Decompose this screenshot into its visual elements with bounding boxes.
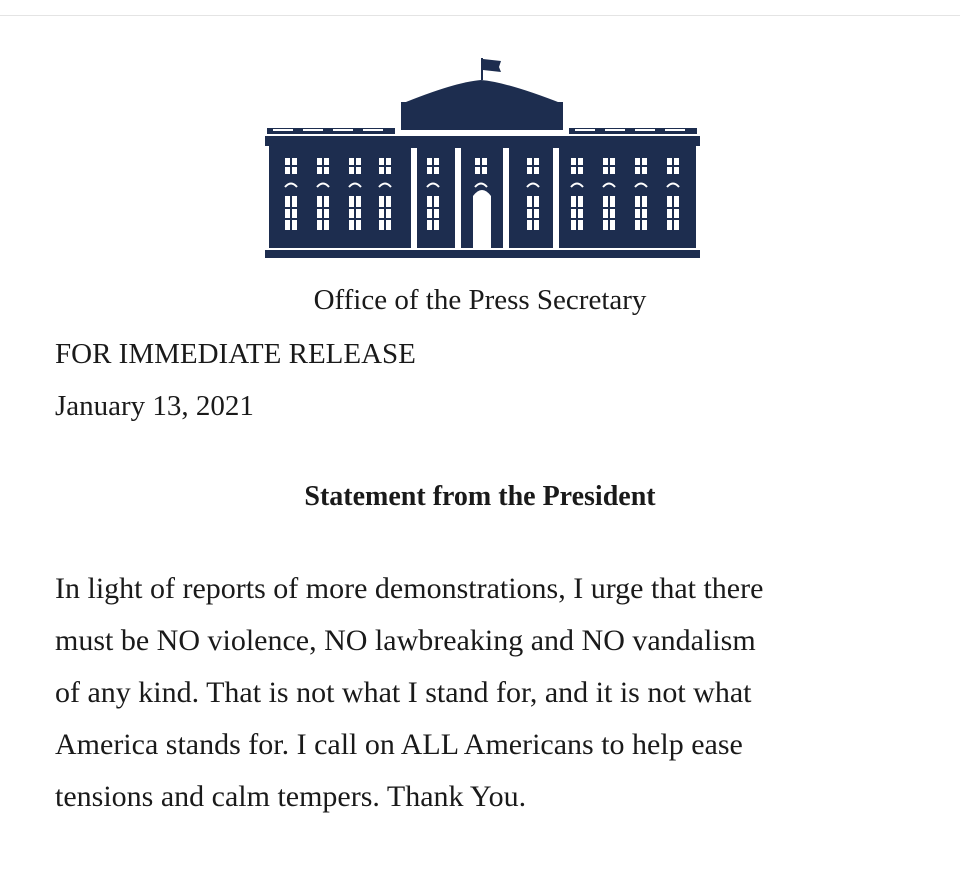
statement-body bbox=[55, 563, 915, 823]
white-house-icon bbox=[265, 56, 700, 262]
statement-line: In light of reports of more demonstrations, I urge that there bbox=[55, 572, 764, 605]
statement-line: America stands for. I call on ALL Americans to help ease bbox=[55, 728, 743, 761]
statement-line: tensions and calm tempers. Thank You. bbox=[55, 780, 527, 813]
release-date: January 13, 2021 bbox=[55, 390, 254, 422]
statement-title: Statement from the President bbox=[304, 481, 656, 512]
statement-line: of any kind. That is not what I stand for, and it is not what bbox=[55, 676, 752, 709]
release-label: FOR IMMEDIATE RELEASE bbox=[55, 338, 416, 370]
office-title: Office of the Press Secretary bbox=[313, 284, 647, 316]
top-divider bbox=[0, 15, 960, 16]
statement-line: must be NO violence, NO lawbreaking and NO vandalism bbox=[55, 624, 756, 657]
